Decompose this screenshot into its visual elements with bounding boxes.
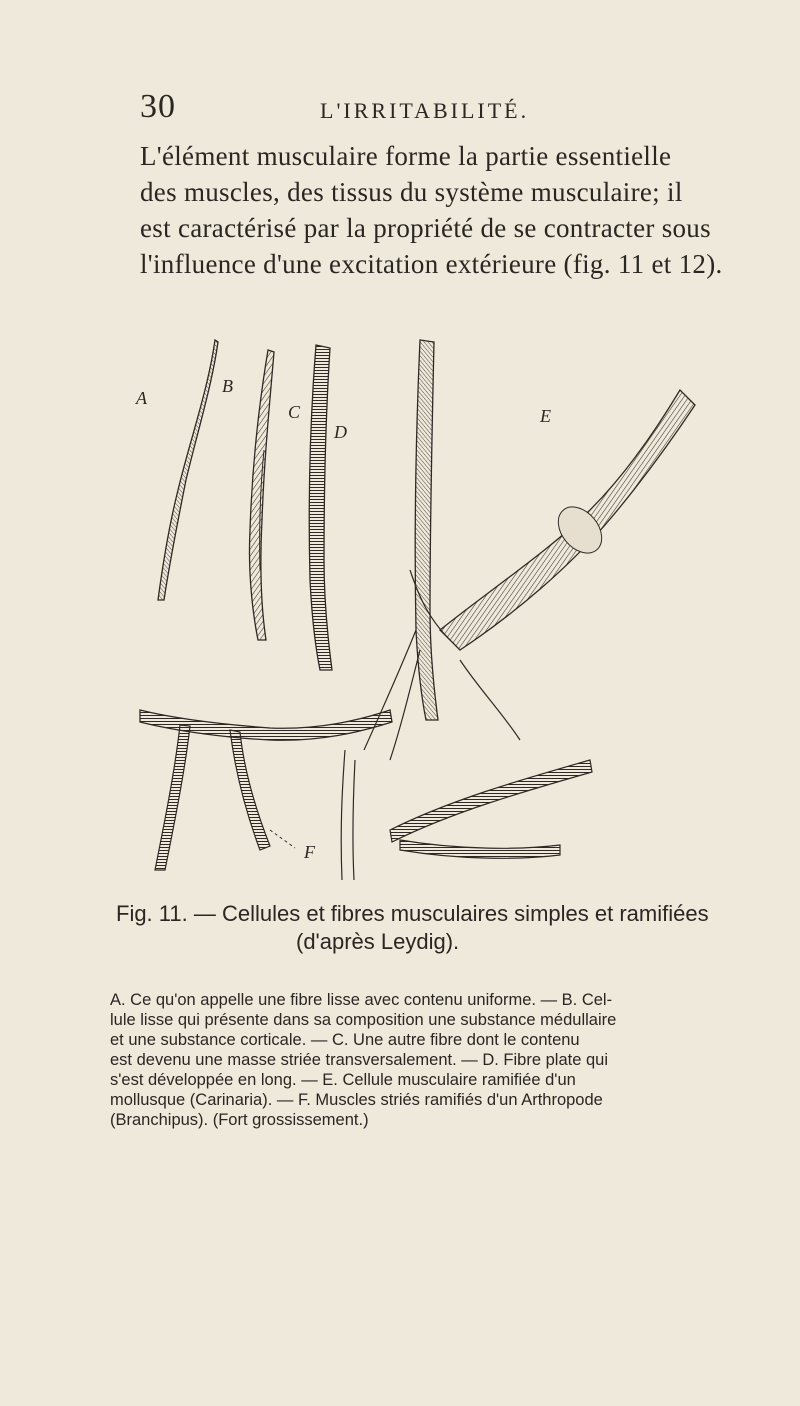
caption-line: et une substance corticale. — C. Une autre fibre dont le contenu [110, 1031, 580, 1049]
fibre-b [249, 350, 274, 640]
caption-line: est devenu une masse striée transversalement. — D. Fibre plate qui [110, 1051, 608, 1069]
paragraph-line: l'influence d'une excitation extérieure (fig. 11 et 12). [140, 249, 723, 279]
caption-line: A. Ce qu'on appelle une fibre lisse avec contenu uniforme. — B. Cel- [110, 991, 613, 1009]
caption-line: s'est développée en long. — E. Cellule musculaire ramifiée d'un [110, 1071, 576, 1089]
label-e: E [540, 406, 551, 426]
paragraph-line: L'élément musculaire forme la partie essentielle [140, 141, 672, 171]
label-f: F [304, 842, 315, 862]
fibre-c [309, 345, 332, 670]
body-paragraph [140, 138, 740, 282]
caption-line: mollusque (Carinaria). — F. Muscles striés ramifiés d'un Arthropode [110, 1091, 603, 1109]
muscle-fibre-illustration [120, 330, 710, 890]
caption-line: lule lisse qui présente dans sa composition une substance médullaire [110, 1011, 617, 1029]
label-c: C [288, 402, 301, 422]
engraving-drawing [120, 330, 710, 890]
caption-title-line: Fig. 11. — Cellules et fibres musculaires simples et ramifiées [116, 901, 709, 926]
fibre-a [158, 340, 218, 600]
caption-title-line: (d'après Leydig). [296, 929, 460, 954]
running-head: L'IRRITABILITÉ. [320, 98, 530, 123]
figure-caption-title [116, 900, 756, 956]
label-d: D [334, 422, 347, 442]
label-b: B [222, 376, 233, 396]
page-number: 30 [140, 88, 176, 125]
branched-muscle-f [140, 710, 392, 740]
paragraph-line: est caractérisé par la propriété de se contracter sous [140, 213, 711, 243]
fibre-d [415, 340, 438, 720]
label-a: A [136, 388, 147, 408]
caption-line: (Branchipus). (Fort grossissement.) [110, 1111, 369, 1129]
figure-caption-body [110, 990, 740, 1130]
paragraph-line: des muscles, des tissus du système musculaire; il [140, 177, 683, 207]
